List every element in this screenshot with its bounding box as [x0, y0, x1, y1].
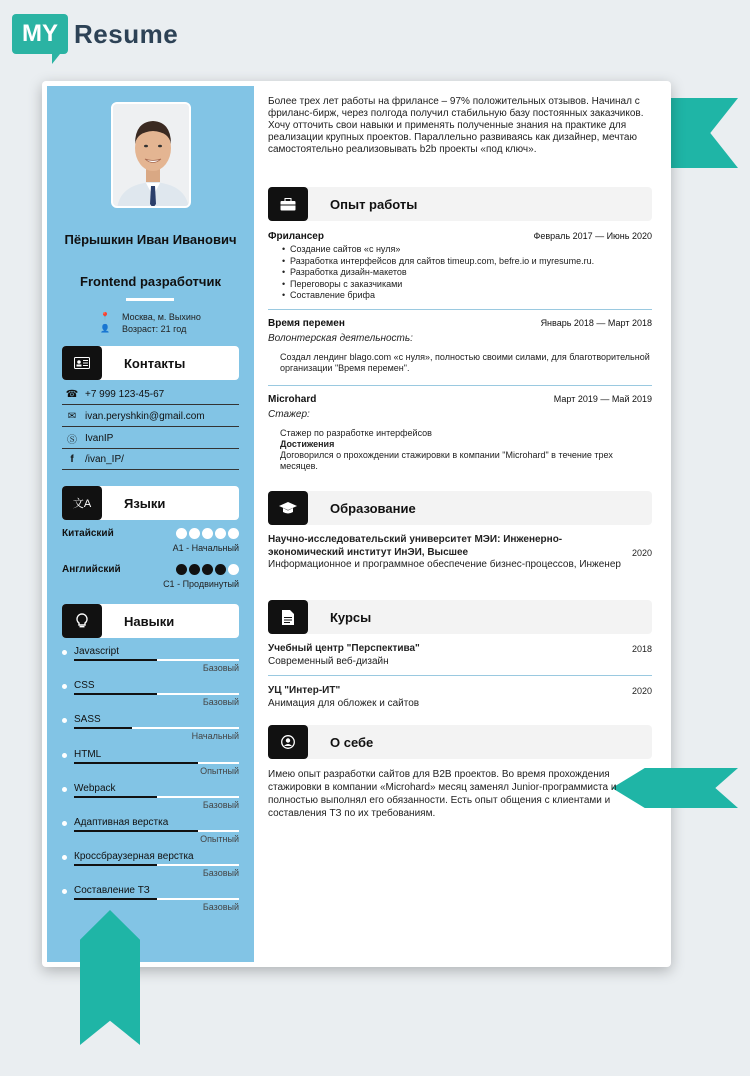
course-entry [268, 643, 652, 668]
course-year: 2018 [631, 644, 652, 654]
language-item [62, 528, 239, 553]
language-rating [176, 564, 239, 575]
rating-dot [176, 528, 187, 539]
rating-dot [215, 564, 226, 575]
education-program: Информационное и программное обеспечение бизнес-процессов, Инженер [268, 559, 621, 570]
skill-bar-fill [74, 898, 157, 900]
job-role: Волонтерская деятельность: [268, 333, 413, 344]
rating-dot [202, 528, 213, 539]
skill-name: HTML [74, 748, 102, 760]
job-achievements-text: Договорился о прохождении стажировки в компании "Microhard" в течение трех месяцев. [280, 450, 613, 471]
language-level: C1 - Продвинутый [163, 579, 239, 589]
list-item: • Разработка интерфейсов для сайтов timeup.com, befre.io и myresume.ru. [290, 256, 652, 268]
contact-skype[interactable] [62, 428, 239, 449]
about-label: О себе [330, 734, 374, 750]
list-item: • Разработка дизайн-макетов [290, 267, 652, 279]
user-icon: 👤 [100, 324, 110, 333]
course-name: Анимация для обложек и сайтов [268, 697, 420, 709]
rating-dot [176, 564, 187, 575]
skill-bar-fill [74, 864, 157, 866]
skill-bar-fill [74, 693, 157, 695]
skill-bar [74, 762, 239, 764]
contact-phone[interactable] [62, 384, 239, 405]
education-heading [268, 491, 652, 525]
job-bullets [290, 244, 652, 302]
courses-heading [268, 600, 652, 634]
person-name: Пёрышкин Иван Иванович [64, 232, 237, 247]
job-dates: Январь 2018 — Март 2018 [540, 318, 652, 328]
skype-icon: Ⓢ [67, 434, 77, 446]
logo[interactable] [12, 14, 178, 54]
job-achievements-label: Достижения [280, 439, 335, 449]
education-institution: Научно-исследовательский университет МЭИ: Инженерно-экономический институт ИнЭИ, Высшее [268, 534, 563, 558]
course-entry [268, 685, 652, 710]
skill-name: SASS [74, 714, 101, 726]
about-text: Имею опыт разработки сайтов для B2B проектов. Во время прохождения стажировки в компании «Microhard» месяц заменял Junior-программиста и полностью выполнял его обязанности. Есть опыт общения с клиентами и составления ТЗ по их требованиям. [268, 769, 617, 819]
list-item: • Переговоры с заказчиками [290, 279, 652, 291]
language-name: Английский [62, 564, 121, 575]
skill-name: Кроссбраузерная верстка [74, 851, 194, 863]
job-description [280, 428, 652, 472]
job-entry [268, 318, 652, 374]
experience-heading [268, 187, 652, 221]
lightbulb-icon [62, 604, 102, 638]
rating-dot [189, 564, 200, 575]
bullet-icon [62, 650, 67, 655]
skill-bar [74, 693, 239, 695]
skill-level: Начальный [191, 731, 239, 742]
contact-text: ivan.peryshkin@gmail.com [85, 410, 205, 422]
language-rating [176, 528, 239, 539]
courses-label: Курсы [330, 609, 372, 625]
bullet-icon [62, 753, 67, 758]
skill-bar-fill [74, 830, 198, 832]
job-title: Frontend разработчик [80, 274, 221, 289]
contact-text: /ivan_IP/ [85, 453, 124, 465]
skill-bar [74, 659, 239, 661]
experience-label: Опыт работы [330, 196, 418, 212]
education-year: 2020 [631, 548, 652, 558]
job-description: Создал лендинг blago.com «с нуля», полностью своими силами, для благотворительной организации "Время перемен". [280, 352, 650, 373]
rating-dot [189, 528, 200, 539]
user-circle-icon [268, 725, 308, 759]
skill-level: Базовый [202, 697, 239, 708]
job-role: Стажер: [268, 409, 310, 420]
email-icon: ✉ [67, 410, 77, 422]
skill-bar [74, 796, 239, 798]
bullet-icon [62, 787, 67, 792]
skill-level: Базовый [202, 799, 239, 810]
skill-level: Базовый [202, 902, 239, 913]
skill-name: Составление ТЗ [74, 885, 150, 897]
job-dates: Март 2019 — Май 2019 [553, 394, 652, 404]
job-entry [268, 394, 652, 472]
location-text: Москва, м. Выхино [122, 312, 201, 322]
contact-facebook[interactable] [62, 449, 239, 470]
course-provider: УЦ "Интер-ИТ" [268, 685, 341, 696]
job-entry [268, 231, 652, 302]
list-item: • Создание сайтов «с нуля» [290, 244, 652, 256]
location-pin-icon: 📍 [100, 312, 110, 321]
skill-name: Javascript [74, 646, 120, 657]
rating-dot [215, 528, 226, 539]
skill-bar [74, 864, 239, 866]
skill-name: Webpack [74, 782, 116, 794]
skill-bar-fill [74, 762, 198, 764]
divider [268, 675, 652, 676]
about-heading [268, 725, 652, 759]
job-dates: Февраль 2017 — Июнь 2020 [533, 231, 652, 241]
contact-email[interactable] [62, 406, 239, 427]
age-text: Возраст: 21 год [122, 324, 187, 334]
document-icon [268, 600, 308, 634]
skill-bar [74, 898, 239, 900]
rating-dot [228, 564, 239, 575]
phone-icon: ☎ [65, 388, 79, 400]
bullet-icon [62, 821, 67, 826]
skill-bar-fill [74, 659, 157, 661]
education-entry [268, 534, 652, 572]
avatar [111, 102, 191, 208]
rating-dot [228, 528, 239, 539]
job-description-title: Стажер по разработке интерфейсов [280, 428, 432, 438]
skill-bar [74, 830, 239, 832]
job-company: Фрилансер [268, 231, 324, 242]
briefcase-icon [268, 187, 308, 221]
languages-heading [62, 486, 239, 520]
skill-level: Опытный [200, 765, 239, 776]
translate-icon: 文A [62, 486, 102, 520]
logo-badge: MY [12, 14, 68, 54]
skill-level: Базовый [202, 868, 239, 879]
divider [268, 309, 652, 310]
contacts-heading [62, 346, 239, 380]
education-label: Образование [330, 500, 416, 516]
language-item [62, 564, 239, 589]
contact-card-icon [62, 346, 102, 380]
skills-label: Навыки [124, 613, 175, 629]
divider [126, 298, 174, 301]
graduation-cap-icon [268, 491, 308, 525]
course-provider: Учебный центр "Перспектива" [268, 643, 420, 654]
skill-bar-fill [74, 796, 157, 798]
course-year: 2020 [631, 686, 652, 696]
skill-level: Опытный [200, 834, 239, 844]
skill-name: Адаптивная верстка [74, 817, 169, 828]
skill-level: Базовый [202, 663, 239, 673]
list-item: • Составление брифа [290, 290, 652, 302]
contact-text: +7 999 123-45-67 [85, 388, 165, 400]
logo-text: Resume [74, 18, 179, 49]
facebook-icon: f [70, 453, 74, 465]
job-company: Время перемен [268, 318, 345, 329]
contact-text: IvanIP [85, 432, 114, 444]
skill-bar-fill [74, 727, 132, 729]
language-name: Китайский [62, 528, 114, 539]
intro-text: Более трех лет работы на фрилансе – 97% положительных отзывов. Начинал с фриланс-бирж, через полгода получил стабильную базу постоянных заказчиков. Хочу отточить свои навыки и применять полученные знания на практике для реализации крупных проектов. Параллельно развиваясь как дизайнер, мечтаю самостоятельно реализовывать b2b проекты «под ключ». [268, 96, 644, 155]
job-company: Microhard [268, 394, 317, 405]
contacts-label: Контакты [124, 355, 186, 371]
location-block [100, 311, 201, 335]
divider [268, 385, 652, 386]
languages-label: Языки [124, 495, 166, 511]
skill-bar [74, 727, 239, 729]
rating-dot [202, 564, 213, 575]
skills-heading [62, 604, 239, 638]
skill-name: CSS [74, 680, 95, 692]
course-name: Современный веб-дизайн [268, 655, 389, 667]
language-level: A1 - Начальный [172, 543, 239, 553]
